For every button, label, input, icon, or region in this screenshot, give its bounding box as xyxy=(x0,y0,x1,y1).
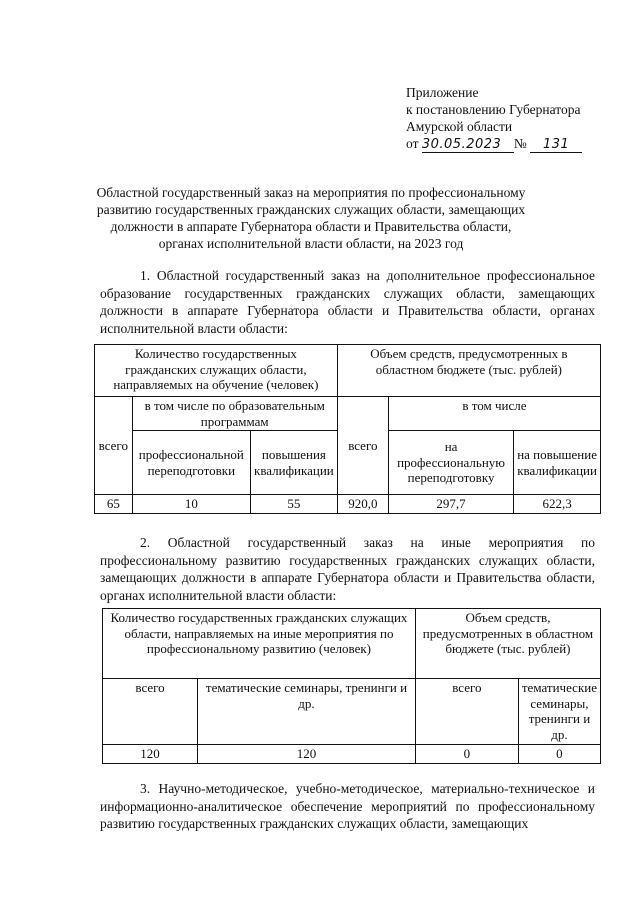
t1-total-funds: всего xyxy=(337,397,388,495)
t1-funds-qualification: на повышение квалификации xyxy=(514,431,601,495)
approval-line-1: Приложение xyxy=(406,85,479,100)
t2-row-seminars: 120 xyxy=(198,745,416,764)
section-2-text: 2. Областной государственный заказ на иные мероприятия по профессиональному развитию государственных гражданских служащих области, замещающих должности в аппарате Губернатора области и Правительства области, органах исполнительной власти области: xyxy=(100,535,595,603)
t1-retraining: профессиональной переподготовки xyxy=(132,431,250,495)
t1-row-total: 65 xyxy=(95,495,133,514)
table-2 xyxy=(102,608,601,764)
from-label: от xyxy=(406,136,419,151)
approval-block xyxy=(406,84,626,153)
t2-funds-seminars: тематические семинары, тренинги и др. xyxy=(518,679,600,745)
t1-head-funds: Объем средств, предусмотренных в областном бюджете (тыс. рублей) xyxy=(337,345,600,397)
t1-incl: в том числе xyxy=(388,397,600,431)
t1-qualification: повышения квалификации xyxy=(251,431,338,495)
t2-total: всего xyxy=(103,679,198,745)
approval-number: 131 xyxy=(530,137,582,153)
t2-total-funds: всего xyxy=(415,679,518,745)
t1-head-count: Количество государственных гражданских служащих области, направляемых на обучение (человек) xyxy=(95,345,338,397)
t1-row-retraining: 10 xyxy=(132,495,250,514)
approval-line-2: к постановлению Губернатора xyxy=(406,102,581,117)
t1-row-qualification: 55 xyxy=(251,495,338,514)
approval-date: 30.05.2023 xyxy=(422,137,514,153)
section-3-text: 3. Научно-методическое, учебно-методическое, материально-техническое и информационно-аналитическое обеспечение мероприятий по профессиональному развитию государственных гражданских служащих области, замещающих xyxy=(100,781,595,832)
t1-row-funds-retraining: 297,7 xyxy=(388,495,513,514)
t1-row-total-funds: 920,0 xyxy=(337,495,388,514)
approval-line-3: Амурской области xyxy=(406,119,513,134)
t1-funds-retraining: на профессиональную переподготовку xyxy=(388,431,513,495)
section-1-text: 1. Областной государственный заказ на дополнительное профессиональное образование государственных гражданских служащих области, замещающих должности в аппарате Губернатора области и Правительства области, органах исполнительной власти области: xyxy=(100,268,595,336)
t2-row-total-funds: 0 xyxy=(415,745,518,764)
t2-head-funds: Объем средств, предусмотренных в областном бюджете (тыс. рублей) xyxy=(415,609,600,679)
t2-row-funds-seminars: 0 xyxy=(518,745,600,764)
approval-date-line xyxy=(406,135,626,153)
t1-row-funds-qualification: 622,3 xyxy=(514,495,601,514)
t2-seminars: тематические семинары, тренинги и др. xyxy=(198,679,416,745)
table-1 xyxy=(94,344,601,514)
number-label: № xyxy=(513,136,527,151)
t1-total: всего xyxy=(95,397,133,495)
t2-row-total: 120 xyxy=(103,745,198,764)
document-title: Областной государственный заказ на мероприятия по профессиональному развитию государственных гражданских служащих области, замещающих должности в аппарате Губернатора области и Правительства области, органах исполнительной власти области, на 2023 год xyxy=(96,185,526,251)
t1-incl-programs: в том числе по образовательным программам xyxy=(132,397,337,431)
t2-head-count: Количество государственных гражданских служащих области, направляемых на иные мероприятия по профессиональному развитию (человек) xyxy=(103,609,416,679)
